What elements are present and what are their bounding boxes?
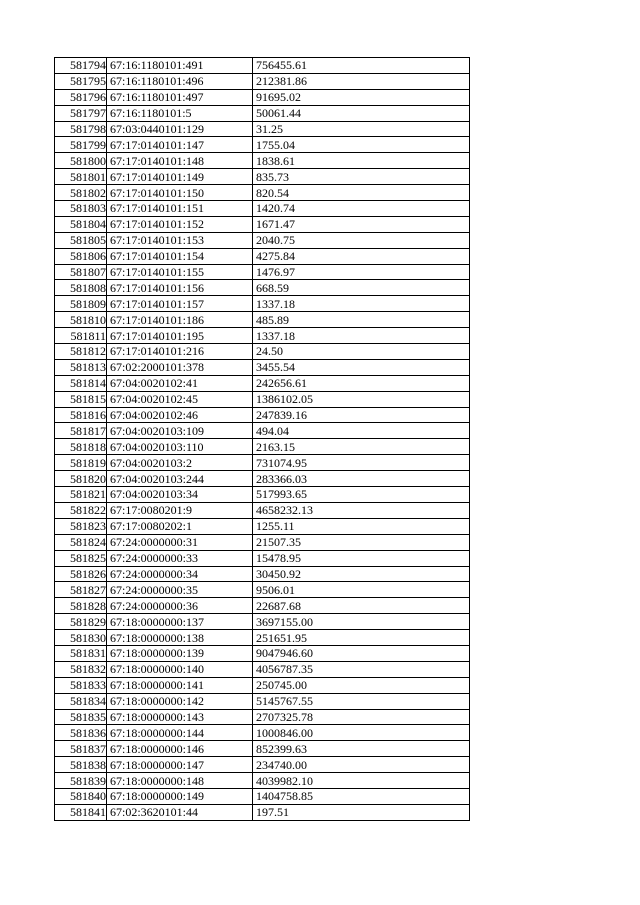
- row-id-cell: 581796: [55, 89, 107, 105]
- table-row: [55, 73, 470, 89]
- row-id-cell: 581829: [55, 614, 107, 630]
- amount-cell: 5145767.55: [253, 693, 470, 709]
- cadastral-number-cell: 67:18:0000000:146: [107, 741, 253, 757]
- row-id-cell: 581807: [55, 264, 107, 280]
- cadastral-number-cell: 67:17:0140101:148: [107, 153, 253, 169]
- cadastral-number-cell: 67:24:0000000:34: [107, 566, 253, 582]
- amount-cell: 50061.44: [253, 105, 470, 121]
- row-id-cell: 581828: [55, 598, 107, 614]
- cadastral-number-cell: 67:17:0080202:1: [107, 518, 253, 534]
- table-row: [55, 312, 470, 328]
- cadastral-number-cell: 67:04:0020103:244: [107, 471, 253, 487]
- table-row: [55, 105, 470, 121]
- cadastral-number-cell: 67:17:0140101:186: [107, 312, 253, 328]
- table-row: [55, 614, 470, 630]
- amount-cell: 1404758.85: [253, 788, 470, 804]
- cadastral-number-cell: 67:04:0020103:2: [107, 455, 253, 471]
- row-id-cell: 581800: [55, 153, 107, 169]
- cadastral-number-cell: 67:18:0000000:147: [107, 757, 253, 773]
- cadastral-number-cell: 67:16:1180101:491: [107, 58, 253, 74]
- row-id-cell: 581819: [55, 455, 107, 471]
- table-row: [55, 804, 470, 820]
- table-row: [55, 598, 470, 614]
- amount-cell: 9047946.60: [253, 645, 470, 661]
- amount-cell: 2163.15: [253, 439, 470, 455]
- cadastral-number-cell: 67:17:0140101:150: [107, 185, 253, 201]
- cadastral-number-cell: 67:24:0000000:33: [107, 550, 253, 566]
- row-id-cell: 581826: [55, 566, 107, 582]
- amount-cell: 1476.97: [253, 264, 470, 280]
- row-id-cell: 581837: [55, 741, 107, 757]
- cadastral-number-cell: 67:18:0000000:140: [107, 661, 253, 677]
- amount-cell: 1000846.00: [253, 725, 470, 741]
- amount-cell: 820.54: [253, 185, 470, 201]
- table-row: [55, 137, 470, 153]
- row-id-cell: 581839: [55, 773, 107, 789]
- table-row: [55, 264, 470, 280]
- amount-cell: 835.73: [253, 169, 470, 185]
- row-id-cell: 581803: [55, 201, 107, 217]
- cadastral-number-cell: 67:16:1180101:497: [107, 89, 253, 105]
- cadastral-number-cell: 67:04:0020103:34: [107, 487, 253, 503]
- cadastral-number-cell: 67:24:0000000:36: [107, 598, 253, 614]
- row-id-cell: 581801: [55, 169, 107, 185]
- table-row: [55, 502, 470, 518]
- table-row: [55, 788, 470, 804]
- amount-cell: 21507.35: [253, 534, 470, 550]
- amount-cell: 4039982.10: [253, 773, 470, 789]
- table-row: [55, 169, 470, 185]
- amount-cell: 242656.61: [253, 375, 470, 391]
- cadastral-number-cell: 67:17:0140101:152: [107, 216, 253, 232]
- row-id-cell: 581806: [55, 248, 107, 264]
- row-id-cell: 581813: [55, 359, 107, 375]
- amount-cell: 4056787.35: [253, 661, 470, 677]
- table-row: [55, 709, 470, 725]
- table-row: [55, 471, 470, 487]
- table-row: [55, 344, 470, 360]
- row-id-cell: 581794: [55, 58, 107, 74]
- amount-cell: 197.51: [253, 804, 470, 820]
- cadastral-number-cell: 67:18:0000000:138: [107, 630, 253, 646]
- cadastral-number-cell: 67:16:1180101:496: [107, 73, 253, 89]
- row-id-cell: 581823: [55, 518, 107, 534]
- table-row: [55, 645, 470, 661]
- amount-cell: 668.59: [253, 280, 470, 296]
- cadastral-number-cell: 67:17:0140101:147: [107, 137, 253, 153]
- row-id-cell: 581818: [55, 439, 107, 455]
- row-id-cell: 581816: [55, 407, 107, 423]
- amount-cell: 30450.92: [253, 566, 470, 582]
- table-row: [55, 58, 470, 74]
- row-id-cell: 581798: [55, 121, 107, 137]
- amount-cell: 31.25: [253, 121, 470, 137]
- table-row: [55, 677, 470, 693]
- table-row: [55, 407, 470, 423]
- table-row: [55, 328, 470, 344]
- table-row: [55, 487, 470, 503]
- amount-cell: 1337.18: [253, 328, 470, 344]
- amount-cell: 4658232.13: [253, 502, 470, 518]
- amount-cell: 3455.54: [253, 359, 470, 375]
- amount-cell: 731074.95: [253, 455, 470, 471]
- table-row: [55, 201, 470, 217]
- row-id-cell: 581841: [55, 804, 107, 820]
- table-row: [55, 741, 470, 757]
- amount-cell: 247839.16: [253, 407, 470, 423]
- amount-cell: 91695.02: [253, 89, 470, 105]
- amount-cell: 4275.84: [253, 248, 470, 264]
- cadastral-number-cell: 67:04:0020102:41: [107, 375, 253, 391]
- table-row: [55, 423, 470, 439]
- amount-cell: 1386102.05: [253, 391, 470, 407]
- row-id-cell: 581835: [55, 709, 107, 725]
- row-id-cell: 581810: [55, 312, 107, 328]
- cadastral-number-cell: 67:04:0020103:109: [107, 423, 253, 439]
- row-id-cell: 581830: [55, 630, 107, 646]
- table-row: [55, 630, 470, 646]
- table-row: [55, 550, 470, 566]
- amount-cell: 1838.61: [253, 153, 470, 169]
- table-row: [55, 455, 470, 471]
- row-id-cell: 581821: [55, 487, 107, 503]
- amount-cell: 2040.75: [253, 232, 470, 248]
- document-page: [54, 57, 470, 821]
- table-row: [55, 693, 470, 709]
- row-id-cell: 581833: [55, 677, 107, 693]
- records-table: [54, 57, 470, 821]
- table-row: [55, 582, 470, 598]
- row-id-cell: 581811: [55, 328, 107, 344]
- cadastral-number-cell: 67:17:0140101:156: [107, 280, 253, 296]
- amount-cell: 234740.00: [253, 757, 470, 773]
- table-row: [55, 661, 470, 677]
- cadastral-number-cell: 67:18:0000000:142: [107, 693, 253, 709]
- row-id-cell: 581832: [55, 661, 107, 677]
- amount-cell: 1255.11: [253, 518, 470, 534]
- row-id-cell: 581836: [55, 725, 107, 741]
- cadastral-number-cell: 67:17:0140101:151: [107, 201, 253, 217]
- row-id-cell: 581831: [55, 645, 107, 661]
- row-id-cell: 581822: [55, 502, 107, 518]
- table-row: [55, 359, 470, 375]
- cadastral-number-cell: 67:18:0000000:149: [107, 788, 253, 804]
- cadastral-number-cell: 67:03:0440101:129: [107, 121, 253, 137]
- amount-cell: 517993.65: [253, 487, 470, 503]
- amount-cell: 852399.63: [253, 741, 470, 757]
- row-id-cell: 581825: [55, 550, 107, 566]
- cadastral-number-cell: 67:04:0020102:46: [107, 407, 253, 423]
- amount-cell: 24.50: [253, 344, 470, 360]
- amount-cell: 485.89: [253, 312, 470, 328]
- amount-cell: 250745.00: [253, 677, 470, 693]
- records-table-body: [55, 58, 470, 821]
- cadastral-number-cell: 67:17:0140101:157: [107, 296, 253, 312]
- row-id-cell: 581824: [55, 534, 107, 550]
- row-id-cell: 581805: [55, 232, 107, 248]
- cadastral-number-cell: 67:18:0000000:148: [107, 773, 253, 789]
- cadastral-number-cell: 67:17:0140101:195: [107, 328, 253, 344]
- cadastral-number-cell: 67:17:0140101:154: [107, 248, 253, 264]
- amount-cell: 1337.18: [253, 296, 470, 312]
- cadastral-number-cell: 67:17:0140101:153: [107, 232, 253, 248]
- cadastral-number-cell: 67:02:2000101:378: [107, 359, 253, 375]
- table-row: [55, 121, 470, 137]
- table-row: [55, 185, 470, 201]
- cadastral-number-cell: 67:18:0000000:144: [107, 725, 253, 741]
- row-id-cell: 581797: [55, 105, 107, 121]
- cadastral-number-cell: 67:17:0140101:155: [107, 264, 253, 280]
- row-id-cell: 581808: [55, 280, 107, 296]
- row-id-cell: 581809: [55, 296, 107, 312]
- row-id-cell: 581814: [55, 375, 107, 391]
- cadastral-number-cell: 67:04:0020102:45: [107, 391, 253, 407]
- table-row: [55, 518, 470, 534]
- cadastral-number-cell: 67:24:0000000:35: [107, 582, 253, 598]
- amount-cell: 22687.68: [253, 598, 470, 614]
- amount-cell: 1755.04: [253, 137, 470, 153]
- row-id-cell: 581817: [55, 423, 107, 439]
- amount-cell: 1420.74: [253, 201, 470, 217]
- amount-cell: 494.04: [253, 423, 470, 439]
- amount-cell: 9506.01: [253, 582, 470, 598]
- cadastral-number-cell: 67:24:0000000:31: [107, 534, 253, 550]
- table-row: [55, 534, 470, 550]
- table-row: [55, 757, 470, 773]
- amount-cell: 251651.95: [253, 630, 470, 646]
- table-row: [55, 375, 470, 391]
- cadastral-number-cell: 67:18:0000000:139: [107, 645, 253, 661]
- row-id-cell: 581820: [55, 471, 107, 487]
- amount-cell: 212381.86: [253, 73, 470, 89]
- row-id-cell: 581804: [55, 216, 107, 232]
- cadastral-number-cell: 67:17:0080201:9: [107, 502, 253, 518]
- row-id-cell: 581802: [55, 185, 107, 201]
- table-row: [55, 296, 470, 312]
- amount-cell: 15478.95: [253, 550, 470, 566]
- cadastral-number-cell: 67:17:0140101:216: [107, 344, 253, 360]
- row-id-cell: 581812: [55, 344, 107, 360]
- cadastral-number-cell: 67:18:0000000:137: [107, 614, 253, 630]
- cadastral-number-cell: 67:18:0000000:143: [107, 709, 253, 725]
- table-row: [55, 89, 470, 105]
- table-row: [55, 439, 470, 455]
- table-row: [55, 232, 470, 248]
- amount-cell: 283366.03: [253, 471, 470, 487]
- table-row: [55, 773, 470, 789]
- row-id-cell: 581815: [55, 391, 107, 407]
- row-id-cell: 581827: [55, 582, 107, 598]
- cadastral-number-cell: 67:16:1180101:5: [107, 105, 253, 121]
- amount-cell: 756455.61: [253, 58, 470, 74]
- cadastral-number-cell: 67:18:0000000:141: [107, 677, 253, 693]
- row-id-cell: 581838: [55, 757, 107, 773]
- table-row: [55, 248, 470, 264]
- amount-cell: 2707325.78: [253, 709, 470, 725]
- table-row: [55, 216, 470, 232]
- row-id-cell: 581840: [55, 788, 107, 804]
- table-row: [55, 280, 470, 296]
- table-row: [55, 153, 470, 169]
- table-row: [55, 391, 470, 407]
- amount-cell: 1671.47: [253, 216, 470, 232]
- row-id-cell: 581799: [55, 137, 107, 153]
- row-id-cell: 581795: [55, 73, 107, 89]
- amount-cell: 3697155.00: [253, 614, 470, 630]
- table-row: [55, 566, 470, 582]
- row-id-cell: 581834: [55, 693, 107, 709]
- cadastral-number-cell: 67:02:3620101:44: [107, 804, 253, 820]
- cadastral-number-cell: 67:17:0140101:149: [107, 169, 253, 185]
- cadastral-number-cell: 67:04:0020103:110: [107, 439, 253, 455]
- table-row: [55, 725, 470, 741]
